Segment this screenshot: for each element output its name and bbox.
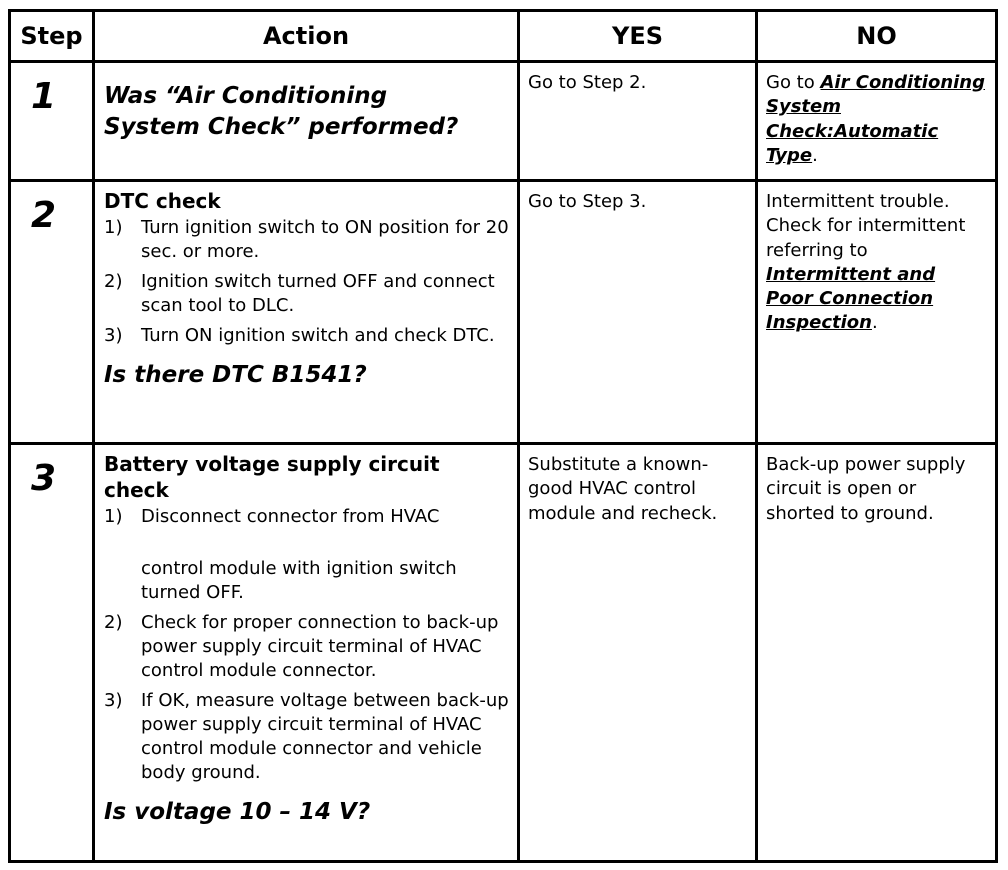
action-cell xyxy=(94,444,519,862)
action-cell xyxy=(94,62,519,181)
item-number: 2) xyxy=(104,612,123,633)
no-text-suffix: . xyxy=(871,312,878,334)
no-cell xyxy=(757,62,997,181)
item-text-continued: control module with ignition switch turned OFF. xyxy=(141,558,457,603)
table-row xyxy=(10,444,997,862)
no-text-prefix: Go to xyxy=(766,72,821,93)
procedure-list xyxy=(104,505,509,785)
step-question: Is there DTC B1541? xyxy=(104,362,367,388)
item-text: If OK, measure voltage between back-up power supply circuit terminal of HVAC control module connector and vehicle body ground. xyxy=(141,690,509,783)
step-number: 1 xyxy=(30,76,57,117)
list-item xyxy=(104,505,509,605)
header-no: NO xyxy=(757,11,997,62)
no-text-prefix: Intermittent trouble. Check for intermittent referring to xyxy=(766,191,966,261)
yes-text: Substitute a known-good HVAC control module and recheck. xyxy=(528,454,718,524)
yes-text: Go to Step 2. xyxy=(528,72,647,93)
no-text-suffix: . xyxy=(812,144,818,166)
no-text: Back-up power supply circuit is open or shorted to ground. xyxy=(766,454,966,524)
diagnostic-table xyxy=(8,9,998,863)
reference-link[interactable]: Intermittent and Poor Connection Inspection xyxy=(766,263,936,334)
item-text: Turn ON ignition switch and check DTC. xyxy=(141,325,495,346)
list-item xyxy=(104,270,509,318)
header-yes: YES xyxy=(519,11,757,62)
list-item xyxy=(104,689,509,785)
item-number: 3) xyxy=(104,690,123,711)
step-number: 2 xyxy=(30,195,57,236)
action-cell xyxy=(94,181,519,444)
table-row xyxy=(10,181,997,444)
step-number: 3 xyxy=(30,458,57,499)
item-number: 3) xyxy=(104,325,123,346)
item-text: Disconnect connector from HVAC xyxy=(141,506,440,527)
step-question: Is voltage 10 – 14 V? xyxy=(104,799,371,825)
yes-cell xyxy=(519,62,757,181)
item-number: 1) xyxy=(104,506,123,527)
header-step: Step xyxy=(10,11,94,62)
no-cell xyxy=(757,181,997,444)
procedure-list xyxy=(104,216,509,348)
yes-cell xyxy=(519,181,757,444)
list-item xyxy=(104,216,509,264)
step-cell xyxy=(10,444,94,862)
list-item xyxy=(104,611,509,683)
step-title: DTC check xyxy=(104,189,221,213)
step-question: Was “Air Conditioning System Check” performed? xyxy=(104,83,459,140)
yes-cell xyxy=(519,444,757,862)
step-title: Battery voltage supply circuit check xyxy=(104,452,440,502)
step-cell xyxy=(10,62,94,181)
item-text: Turn ignition switch to ON position for 20 sec. or more. xyxy=(141,217,509,262)
header-action: Action xyxy=(94,11,519,62)
item-number: 1) xyxy=(104,217,123,238)
item-text: Ignition switch turned OFF and connect scan tool to DLC. xyxy=(141,271,495,316)
item-text: Check for proper connection to back-up power supply circuit terminal of HVAC control module connector. xyxy=(141,612,499,681)
reference-link[interactable]: Air Conditioning System Check:Automatic Type xyxy=(766,72,985,166)
item-number: 2) xyxy=(104,271,123,292)
step-cell xyxy=(10,181,94,444)
no-cell xyxy=(757,444,997,862)
list-item xyxy=(104,324,509,348)
table-row xyxy=(10,62,997,181)
yes-text: Go to Step 3. xyxy=(528,191,647,212)
header-row xyxy=(10,11,997,62)
